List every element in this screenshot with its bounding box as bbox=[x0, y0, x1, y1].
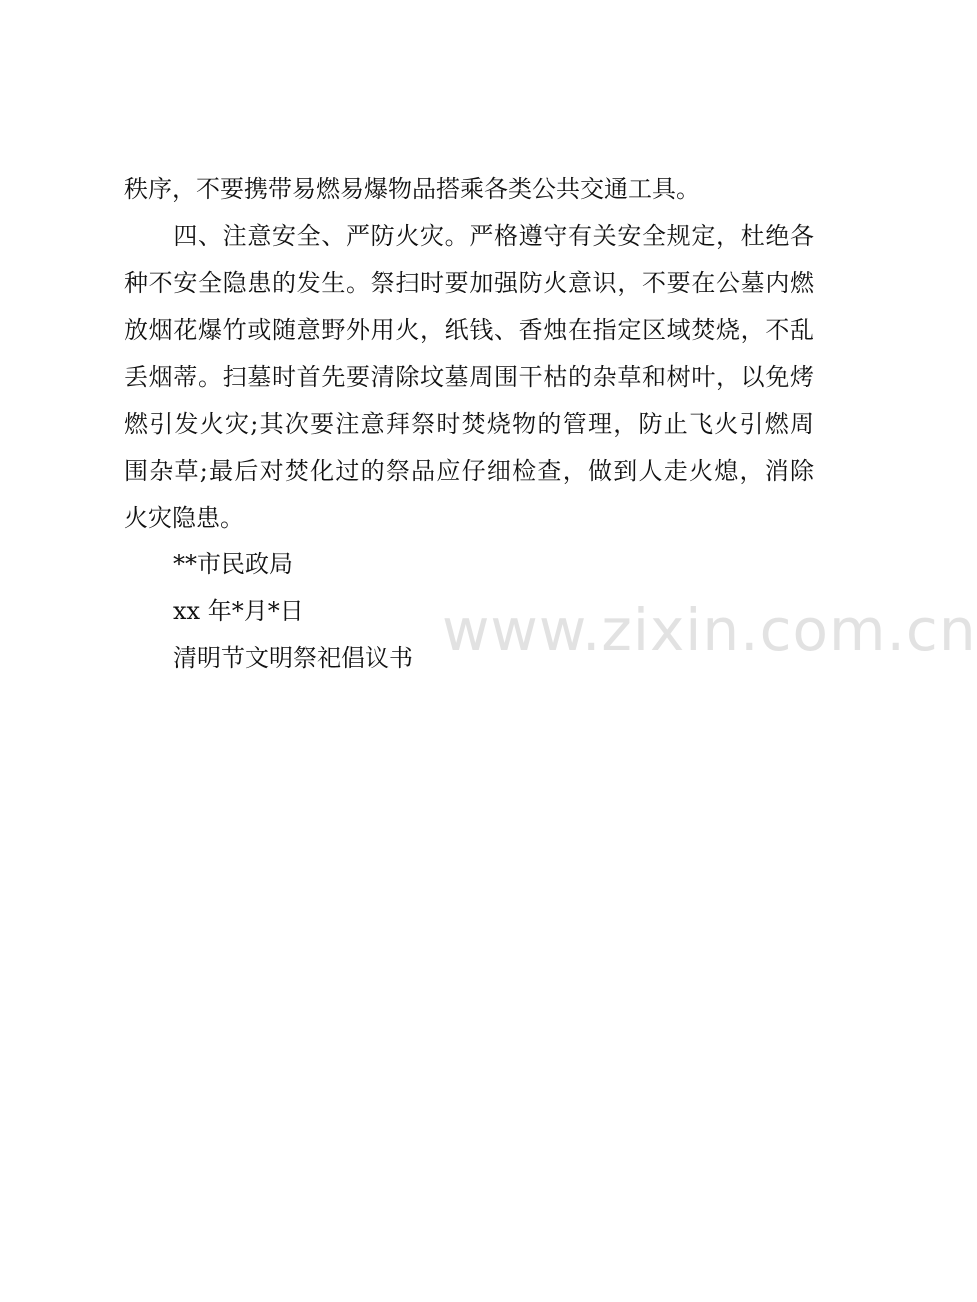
body-text bbox=[124, 166, 814, 542]
paragraph-line: 燃引发火灾;其次要注意拜祭时焚烧物的管理，防止飞火引燃周 bbox=[124, 410, 814, 438]
paragraph-line: 秩序，不要携带易燃易爆物品搭乘各类公共交通工具。 bbox=[124, 175, 700, 203]
signature-date: xx 年*月*日 bbox=[173, 597, 304, 625]
watermark: www.zixin.com.cn bbox=[442, 596, 977, 664]
paragraph-line: 四、注意安全、严防火灾。严格遵守有关安全规定，杜绝各 bbox=[124, 222, 814, 250]
footer-title: 清明节文明祭祀倡议书 bbox=[173, 644, 413, 672]
paragraph-line: 放烟花爆竹或随意野外用火，纸钱、香烛在指定区域焚烧，不乱 bbox=[124, 316, 814, 344]
paragraph-line: 围杂草;最后对焚化过的祭品应仔细检查，做到人走火熄，消除 bbox=[124, 457, 814, 485]
signature-issuer: **市民政局 bbox=[173, 550, 293, 578]
paragraph-line: 丢烟蒂。扫墓时首先要清除坟墓周围干枯的杂草和树叶，以免烤 bbox=[124, 363, 814, 391]
paragraph-line: 火灾隐患。 bbox=[124, 504, 244, 532]
paragraph-line: 种不安全隐患的发生。祭扫时要加强防火意识，不要在公墓内燃 bbox=[124, 269, 814, 297]
